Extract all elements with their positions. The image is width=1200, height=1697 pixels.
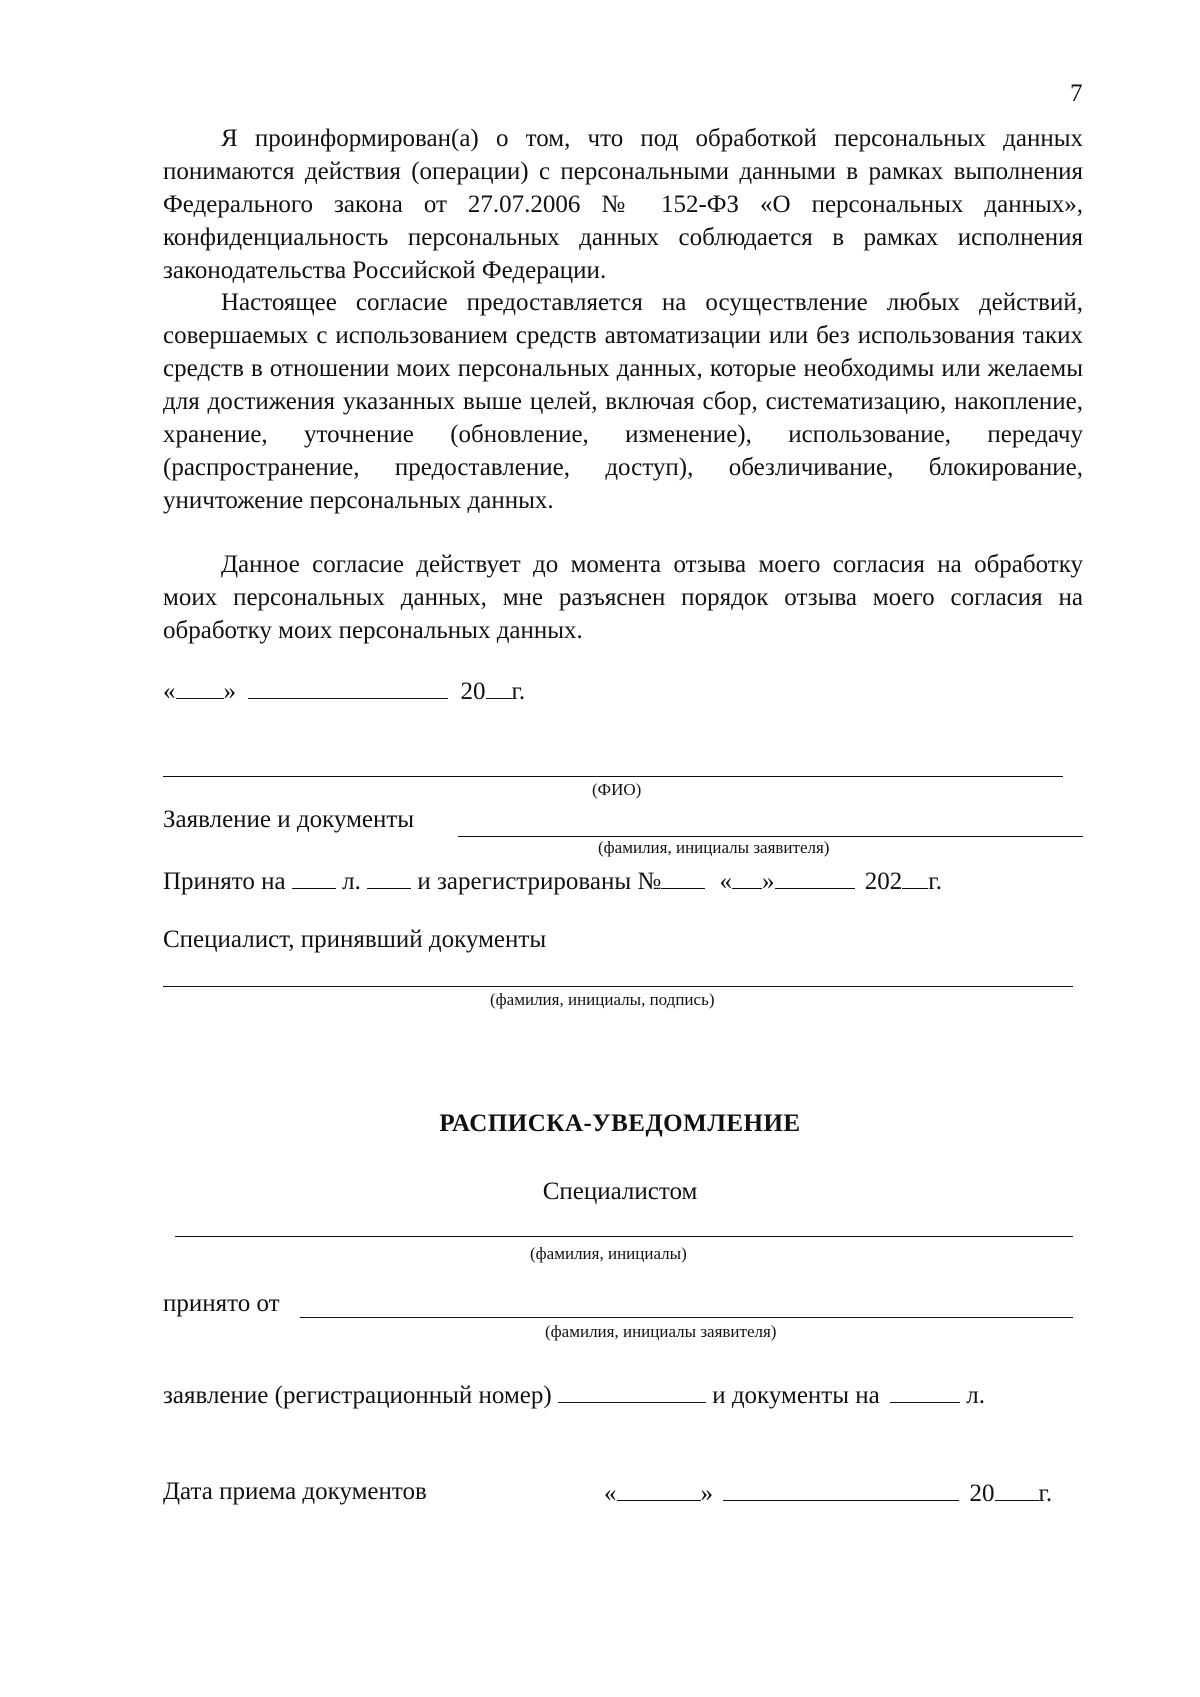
statement-docs-label: и документы на	[712, 1382, 880, 1409]
year-suffix: г.	[511, 678, 526, 705]
close-quote: »	[223, 678, 236, 705]
paragraph-consent-validity: Данное согласие действует до момента отзыва моего согласия на обработку моих персональных данных, мне разъяснен порядок отзыва моего согласия на обработку моих персональных данных.	[163, 551, 1083, 644]
accepted-registered-label: и зарегистрированы №	[417, 868, 662, 895]
accepted-extra-blank[interactable]	[367, 866, 411, 889]
paragraph-informed: Я проинформирован(а) о том, что под обработкой персональных данных понимаются действия (операции) с персональными данными в рамках выполнения Федерального закона от 27.07.2006 № 152-ФЗ «О персональных данных», конфиденциальность персональных данных соблюдается в рамках исполнения законодательства Российской Федерации.	[163, 125, 1083, 284]
year-blank[interactable]	[486, 676, 512, 699]
receipt-month-blank[interactable]	[723, 1478, 959, 1501]
received-from-caption: (фамилия, инициалы заявителя)	[545, 1322, 777, 1341]
year-prefix: 20	[460, 678, 486, 705]
receipt-specialist-label: Специалистом	[542, 1178, 698, 1205]
date-line	[163, 676, 525, 706]
month-blank[interactable]	[248, 676, 448, 699]
paragraph-consent-scope: Настоящее согласие предоставляется на осуществление любых действий, совершаемых с использованием средств автоматизации или без использования таких средств в отношении моих персональных данных, которые необходимы или желаемы для достижения указанных выше целей, включая сбор, систематизацию, накопление, хранение, уточнение (обновление, изменение), использование, передачу (распространение, предоставление, доступ), обезличивание, блокирование, уничтожение персональных данных.	[163, 289, 1083, 514]
specialist-signature-line[interactable]	[163, 986, 1073, 987]
day-blank[interactable]	[176, 676, 224, 699]
accepted-sheets-blank[interactable]	[292, 866, 336, 889]
application-name-line[interactable]	[458, 836, 1083, 837]
accepted-line	[163, 866, 942, 896]
accepted-year-prefix: 202	[864, 868, 903, 895]
accepted-month-blank[interactable]	[775, 866, 855, 889]
receipt-year-suffix: г.	[1038, 1480, 1053, 1507]
specialist-label: Специалист, принявший документы	[163, 926, 547, 953]
receipt-open-quote: «	[604, 1480, 617, 1507]
specialist-caption: (фамилия, инициалы, подпись)	[490, 990, 715, 1009]
accepted-day-blank[interactable]	[732, 866, 762, 889]
received-from-line[interactable]	[300, 1317, 1073, 1318]
receipt-year-prefix: 20	[969, 1480, 995, 1507]
receipt-close-quote: »	[700, 1480, 713, 1507]
receipt-year-blank[interactable]	[995, 1478, 1039, 1501]
received-from-label: принято от	[163, 1290, 280, 1317]
accepted-year-suffix: г.	[928, 868, 942, 895]
fio-caption: (ФИО)	[592, 780, 642, 799]
application-label: Заявление и документы	[163, 806, 415, 833]
receipt-specialist-line[interactable]	[175, 1236, 1073, 1237]
page-number: 7	[1070, 80, 1083, 107]
receipt-date-label: Дата приема документов	[163, 1478, 427, 1505]
accepted-sheets-label: л.	[342, 868, 361, 895]
statement-prefix: заявление (регистрационный номер)	[163, 1382, 552, 1409]
statement-sheets-label: л.	[966, 1382, 985, 1409]
accepted-close-quote: »	[762, 868, 775, 895]
statement-line	[163, 1380, 985, 1410]
accepted-year-blank[interactable]	[902, 866, 928, 889]
receipt-date-line	[604, 1478, 1052, 1508]
registration-number-blank[interactable]	[661, 866, 705, 889]
receipt-specialist-caption: (фамилия, инициалы)	[530, 1244, 687, 1263]
application-caption: (фамилия, инициалы заявителя)	[598, 838, 830, 857]
statement-number-blank[interactable]	[558, 1380, 706, 1403]
fio-signature-line[interactable]	[163, 776, 1063, 777]
open-quote: «	[163, 678, 176, 705]
receipt-day-blank[interactable]	[617, 1478, 701, 1501]
receipt-title: РАСПИСКА-УВЕДОМЛЕНИЕ	[439, 1110, 801, 1137]
accepted-open-quote: «	[719, 868, 733, 895]
accepted-prefix: Принято на	[163, 868, 286, 895]
statement-sheets-blank[interactable]	[890, 1380, 960, 1403]
